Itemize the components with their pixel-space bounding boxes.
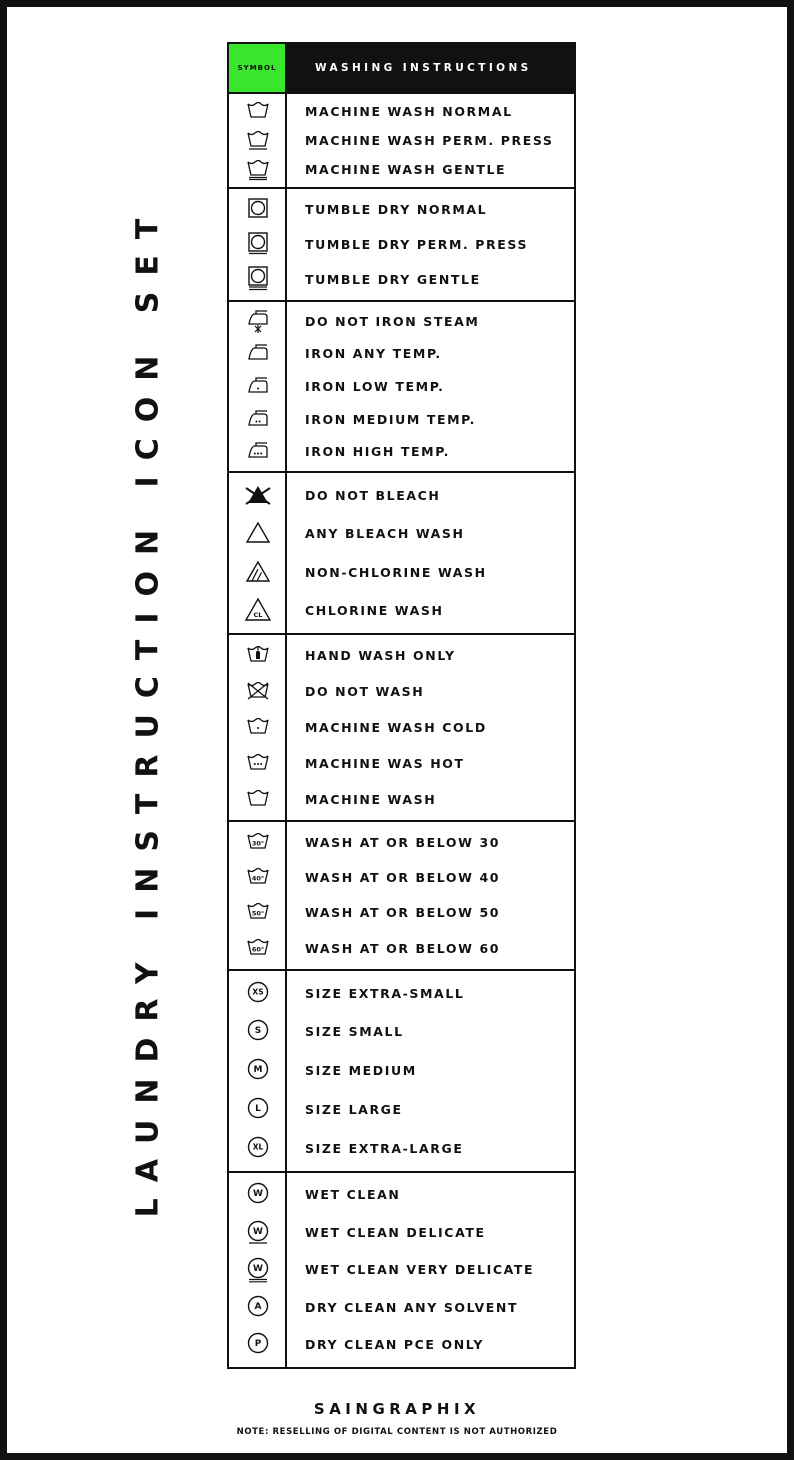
symbol-column	[229, 822, 287, 969]
label-column	[287, 302, 574, 471]
label-column	[287, 635, 574, 820]
clean-circle-one-bar-icon	[229, 1213, 287, 1251]
table-body	[227, 92, 576, 1369]
wash-plain-icon	[229, 781, 287, 817]
table-header	[227, 42, 576, 92]
iron-medium-icon	[229, 403, 287, 436]
instruction-label: IRON HIGH TEMP.	[305, 444, 451, 460]
svg-text:W: W	[253, 1264, 263, 1275]
instruction-label: WASH AT OR BELOW 60	[305, 940, 501, 956]
iron-any-icon	[229, 338, 287, 371]
svg-text:A: A	[254, 1302, 262, 1313]
header-symbol-label: SYMBOL	[229, 44, 287, 92]
label-column	[287, 971, 574, 1171]
instruction-label: SIZE MEDIUM	[305, 1063, 417, 1079]
label-column	[287, 473, 574, 633]
label-column	[287, 189, 574, 300]
instruction-section	[229, 189, 574, 302]
svg-text:M: M	[253, 1065, 263, 1076]
wash-hot-icon	[229, 745, 287, 781]
do-not-wash-icon	[229, 674, 287, 710]
symbol-column	[229, 302, 287, 471]
wash-temp-icon	[229, 825, 287, 860]
instruction-label: NON-CHLORINE WASH	[305, 564, 487, 580]
tub-normal-icon	[229, 97, 287, 126]
instruction-label: IRON MEDIUM TEMP.	[305, 411, 476, 427]
header-instructions-label: WASHING INSTRUCTIONS	[287, 44, 574, 92]
symbol-column	[229, 971, 287, 1171]
instruction-label: IRON LOW TEMP.	[305, 378, 445, 394]
svg-text:50°: 50°	[251, 909, 265, 918]
instruction-label: WASH AT OR BELOW 40	[305, 870, 501, 886]
label-column	[287, 94, 574, 187]
iron-high-icon	[229, 435, 287, 468]
footer-note: NOTE: RESELLING OF DIGITAL CONTENT IS NOT AUTHORIZED	[236, 1427, 558, 1437]
instruction-label: TUMBLE DRY GENTLE	[305, 272, 481, 287]
svg-text:XS: XS	[252, 987, 264, 997]
symbol-column	[229, 635, 287, 820]
svg-text:60°: 60°	[251, 945, 265, 954]
bleach-non-chlorine-icon	[229, 553, 287, 592]
instruction-section	[229, 822, 574, 971]
svg-text:CL: CL	[253, 611, 263, 620]
iron-no-steam-icon	[229, 305, 287, 338]
instruction-section	[229, 1173, 574, 1367]
symbol-column	[229, 189, 287, 300]
bleach-any-icon	[229, 514, 287, 553]
svg-text:W: W	[253, 1226, 263, 1237]
tub-perm-press-icon	[229, 126, 287, 155]
symbol-column	[229, 473, 287, 633]
instruction-label: WET CLEAN	[305, 1186, 401, 1202]
bleach-chlorine-icon	[229, 591, 287, 630]
instruction-label: DRY CLEAN ANY SOLVENT	[305, 1299, 519, 1315]
iron-low-icon	[229, 370, 287, 403]
size-circle-icon	[229, 1129, 287, 1168]
wash-cold-icon	[229, 710, 287, 746]
instruction-label: MACHINE WASH	[305, 791, 437, 807]
instruction-label: WET CLEAN VERY DELICATE	[305, 1262, 535, 1278]
instruction-label: SIZE EXTRA-SMALL	[305, 985, 465, 1001]
instruction-label: WASH AT OR BELOW 50	[305, 905, 501, 921]
instruction-label: SIZE EXTRA-LARGE	[305, 1140, 464, 1156]
label-column	[287, 1173, 574, 1367]
tub-gentle-icon	[229, 155, 287, 184]
instruction-label: DO NOT WASH	[305, 684, 425, 700]
instruction-label: SIZE LARGE	[305, 1101, 403, 1117]
instruction-label: WASH AT OR BELOW 30	[305, 835, 501, 851]
instruction-label: MACHINE WASH COLD	[305, 719, 487, 735]
clean-circle-icon	[229, 1326, 287, 1364]
instruction-label: TUMBLE DRY NORMAL	[305, 202, 488, 217]
instruction-label: TUMBLE DRY PERM. PRESS	[305, 237, 529, 252]
instruction-table	[227, 42, 576, 1369]
instruction-label: SIZE SMALL	[305, 1024, 404, 1040]
dry-normal-icon	[229, 192, 287, 227]
svg-text:W: W	[253, 1189, 263, 1200]
svg-text:L: L	[255, 1104, 261, 1115]
clean-circle-icon	[229, 1288, 287, 1326]
wash-temp-icon	[229, 895, 287, 930]
instruction-label: DO NOT IRON STEAM	[305, 313, 480, 329]
svg-text:40°: 40°	[251, 874, 265, 883]
instruction-section	[229, 971, 574, 1173]
size-circle-icon	[229, 1051, 287, 1090]
symbol-column	[229, 94, 287, 187]
instruction-section	[229, 473, 574, 635]
brand-name: SAINGRAPHIX	[313, 1400, 481, 1418]
no-bleach-icon	[229, 476, 287, 515]
dry-gentle-icon	[229, 262, 287, 297]
svg-text:P: P	[254, 1339, 262, 1350]
instruction-section	[229, 635, 574, 822]
symbol-column	[229, 1173, 287, 1367]
instruction-section	[229, 302, 574, 473]
instruction-label: ANY BLEACH WASH	[305, 526, 465, 542]
instruction-label: DRY CLEAN PCE ONLY	[305, 1337, 485, 1353]
clean-circle-icon	[229, 1176, 287, 1214]
instruction-label: MACHINE WASH GENTLE	[305, 162, 507, 177]
instruction-label: HAND WASH ONLY	[305, 648, 456, 664]
instruction-section	[229, 94, 574, 189]
wash-temp-icon	[229, 931, 287, 966]
instruction-label: DO NOT BLEACH	[305, 487, 441, 503]
instruction-label: WET CLEAN DELICATE	[305, 1224, 486, 1240]
hand-wash-icon	[229, 638, 287, 674]
label-column	[287, 822, 574, 969]
svg-text:30°: 30°	[251, 839, 265, 848]
instruction-label: MACHINE WASH NORMAL	[305, 104, 513, 119]
instruction-label: CHLORINE WASH	[305, 603, 444, 619]
instruction-label: IRON ANY TEMP.	[305, 346, 442, 362]
instruction-label: MACHINE WASH PERM. PRESS	[305, 133, 554, 148]
size-circle-icon	[229, 1013, 287, 1052]
page-title: LAUNDRY INSTRUCTION ICON SET	[130, 202, 166, 1218]
wash-temp-icon	[229, 860, 287, 895]
size-circle-icon	[229, 974, 287, 1013]
svg-text:S: S	[254, 1026, 262, 1037]
dry-perm-press-icon	[229, 227, 287, 262]
svg-text:XL: XL	[252, 1142, 264, 1152]
clean-circle-two-bars-icon	[229, 1251, 287, 1289]
instruction-label: MACHINE WAS HOT	[305, 755, 465, 771]
size-circle-icon	[229, 1090, 287, 1129]
